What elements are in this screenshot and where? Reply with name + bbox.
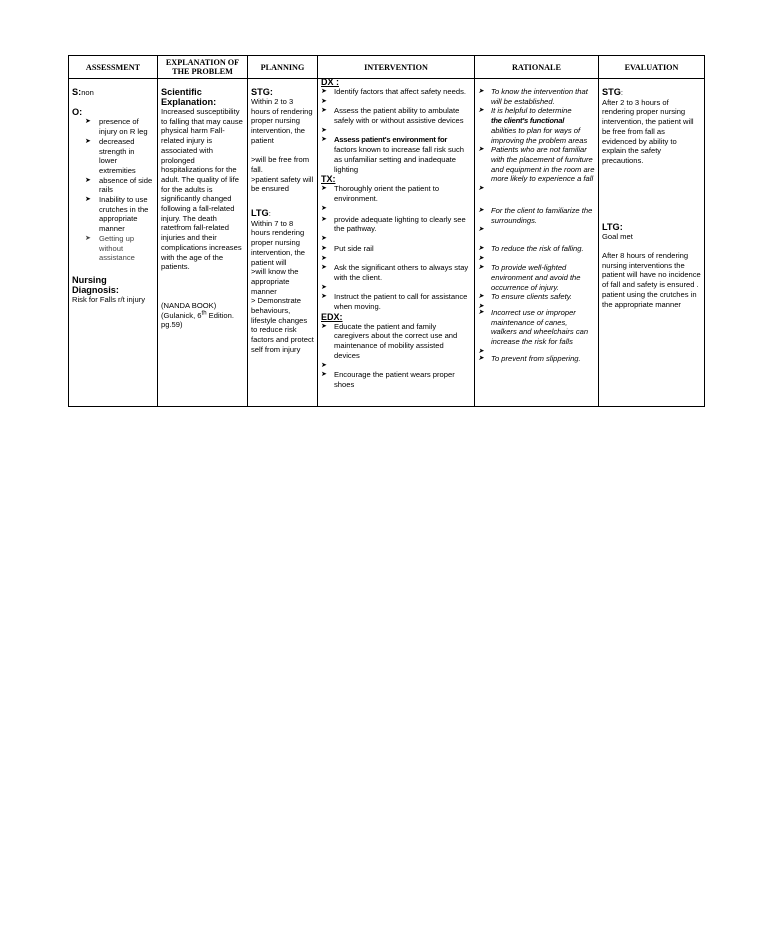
rationale-bold-phrase: the client's functional: [491, 116, 565, 126]
rationale-item: ➤ It is helpful to determine the client's functional abilities to plan for ways of improving the problem areas: [478, 106, 595, 145]
planning-ltg-text: Within 7 to 8 hours rendering proper nursing intervention, the patient will >will know the appropriate manner > Demonstrate behaviours, lifestyle changes to reduce risk factors and protect self from injury: [251, 218, 314, 354]
rationale-item: ➤ To prevent from slippering.: [478, 354, 595, 364]
objective-list: [72, 117, 154, 263]
scientific-explanation-heading: Scientific Explanation:: [161, 87, 217, 107]
nursing-diagnosis-label: Nursing Diagnosis:: [72, 274, 119, 295]
header-explanation: EXPLANATION OF THE PROBLEM: [158, 56, 248, 79]
dx-list: [321, 87, 471, 174]
rationale-item: ➤ To ensure clients safety.: [478, 292, 595, 302]
header-evaluation: EVALUATION: [599, 56, 705, 79]
header-planning: PLANNING: [248, 56, 318, 79]
rationale-item: ➤ Incorrect use or improper maintenance of canes, walkers and wheelchairs can increase the risk for falls: [478, 308, 595, 347]
evaluation-cell: [599, 79, 705, 407]
objective-label: O:: [72, 107, 83, 118]
evaluation-ltg-label: LTG:: [602, 221, 623, 232]
rationale-item: ➤ To reduce the risk of falling.: [478, 244, 595, 254]
explanation-cell: [158, 79, 248, 407]
scientific-explanation-body: Increased susceptibility to falling that may cause physical harm Fall-related injury is associated with prolonged hospitalizations for the adult. The quality of life for the adults is significantly changed following a fall-related injury. The death ratetfrom fall-related injuries and their complications increases with the age of the patients.: [161, 107, 243, 272]
rationale-item: ➤ To provide well-lighted environment and avoid the occurrence of injury.: [478, 263, 595, 292]
intervention-item: ➤ Instruct the patient to call for assistance when moving.: [321, 292, 471, 311]
planning-stg-label: STG:: [251, 87, 273, 97]
header-row: [69, 56, 705, 79]
evaluation-stg-colon: :: [620, 88, 624, 97]
reference-superscript: th: [201, 310, 207, 317]
header-intervention: INTERVENTION: [318, 56, 475, 79]
intervention-item: ➤ provide adequate lighting to clearly see the pathway.: [321, 215, 471, 234]
objective-item: ➤ Inability to use crutches in the appropriate manner: [72, 195, 154, 234]
objective-item: ➤ Getting up without assistance: [72, 234, 154, 263]
intervention-bold-rest: factors known to increase fall risk such as unfamiliar setting and inadequate lighting: [334, 145, 464, 174]
intervention-item: ➤ Identify factors that affect safety needs.: [321, 87, 471, 97]
objective-item: ➤ absence of side rails: [72, 176, 154, 195]
planning-cell: [248, 79, 318, 407]
assessment-cell: [69, 79, 158, 407]
tx-label: TX:: [321, 174, 336, 185]
nursing-diagnosis-text: Risk for Falls r/t injury: [72, 294, 145, 304]
subjective-data: [72, 87, 154, 98]
intervention-item: ➤ Assess the patient ability to ambulate safely with or without assistive devices: [321, 106, 471, 125]
intervention-item: ➤ Put side rail: [321, 244, 471, 254]
intervention-item: ➤ Thoroughly orient the patient to environment.: [321, 184, 471, 203]
evaluation-stg-label: STG: [602, 87, 621, 97]
intervention-item: [321, 135, 471, 174]
evaluation-stg-text: After 2 to 3 hours of rendering proper nursing intervention, the patient will be free from fall as evidenced by ability to explain the safety precautions.: [602, 97, 694, 165]
rationale-list: [478, 87, 595, 363]
evaluation-ltg-text: After 8 hours of rendering nursing interventions the patient will have no incidence of fall and safety is ensured . patient using the crutches in the appropriate manner: [602, 251, 701, 309]
edx-label: EDX:: [321, 311, 343, 322]
reference-prefix: (NANDA BOOK) (Gulanick, 6: [161, 300, 217, 320]
planning-stg-text: Within 2 to 3 hours of rendering proper nursing intervention, the patient: [251, 97, 313, 145]
subjective-label: S:: [72, 87, 82, 97]
intervention-item: ➤ Ask the significant others to always stay with the client.: [321, 263, 471, 282]
planning-ltg-colon: :: [268, 209, 271, 219]
intervention-bold-prefix: Assess patient's environment for: [334, 135, 448, 145]
header-rationale: RATIONALE: [475, 56, 599, 79]
evaluation-ltg-goal: Goal met: [602, 231, 633, 241]
rationale-item: ➤ To know the intervention that will be established.: [478, 87, 595, 106]
intervention-item: ➤ Educate the patient and family caregivers about the correct use and maintenance of mobility assisted devices: [321, 322, 471, 361]
edx-list: [321, 322, 471, 390]
tx-list: [321, 184, 471, 311]
rationale-item: ➤ For the client to familiarize the surroundings.: [478, 206, 595, 225]
intervention-cell: [318, 79, 475, 407]
objective-item: ➤ presence of injury on R leg: [72, 117, 154, 136]
reference-suffix: Edition. pg.59): [161, 310, 234, 330]
intervention-item: ➤ Encourage the patient wears proper shoes: [321, 370, 471, 389]
header-assessment: ASSESSMENT: [69, 56, 158, 79]
planning-stg-outcomes: >will be free from fall. >patient safety will be ensured: [251, 155, 314, 194]
reference-citation: [161, 301, 244, 330]
nursing-care-plan-table: [68, 55, 705, 407]
planning-ltg-label: LTG: [251, 208, 269, 219]
dx-label: DX :: [321, 77, 339, 87]
rationale-item: ➤ Patients who are not familiar with the placement of furniture and equipment in the room are more likely to experience a fall: [478, 145, 595, 184]
subjective-value: non: [81, 88, 94, 97]
objective-item: ➤ decreased strength in lower extremities: [72, 137, 154, 176]
rationale-cell: [475, 79, 599, 407]
care-plan-row: [69, 79, 705, 407]
